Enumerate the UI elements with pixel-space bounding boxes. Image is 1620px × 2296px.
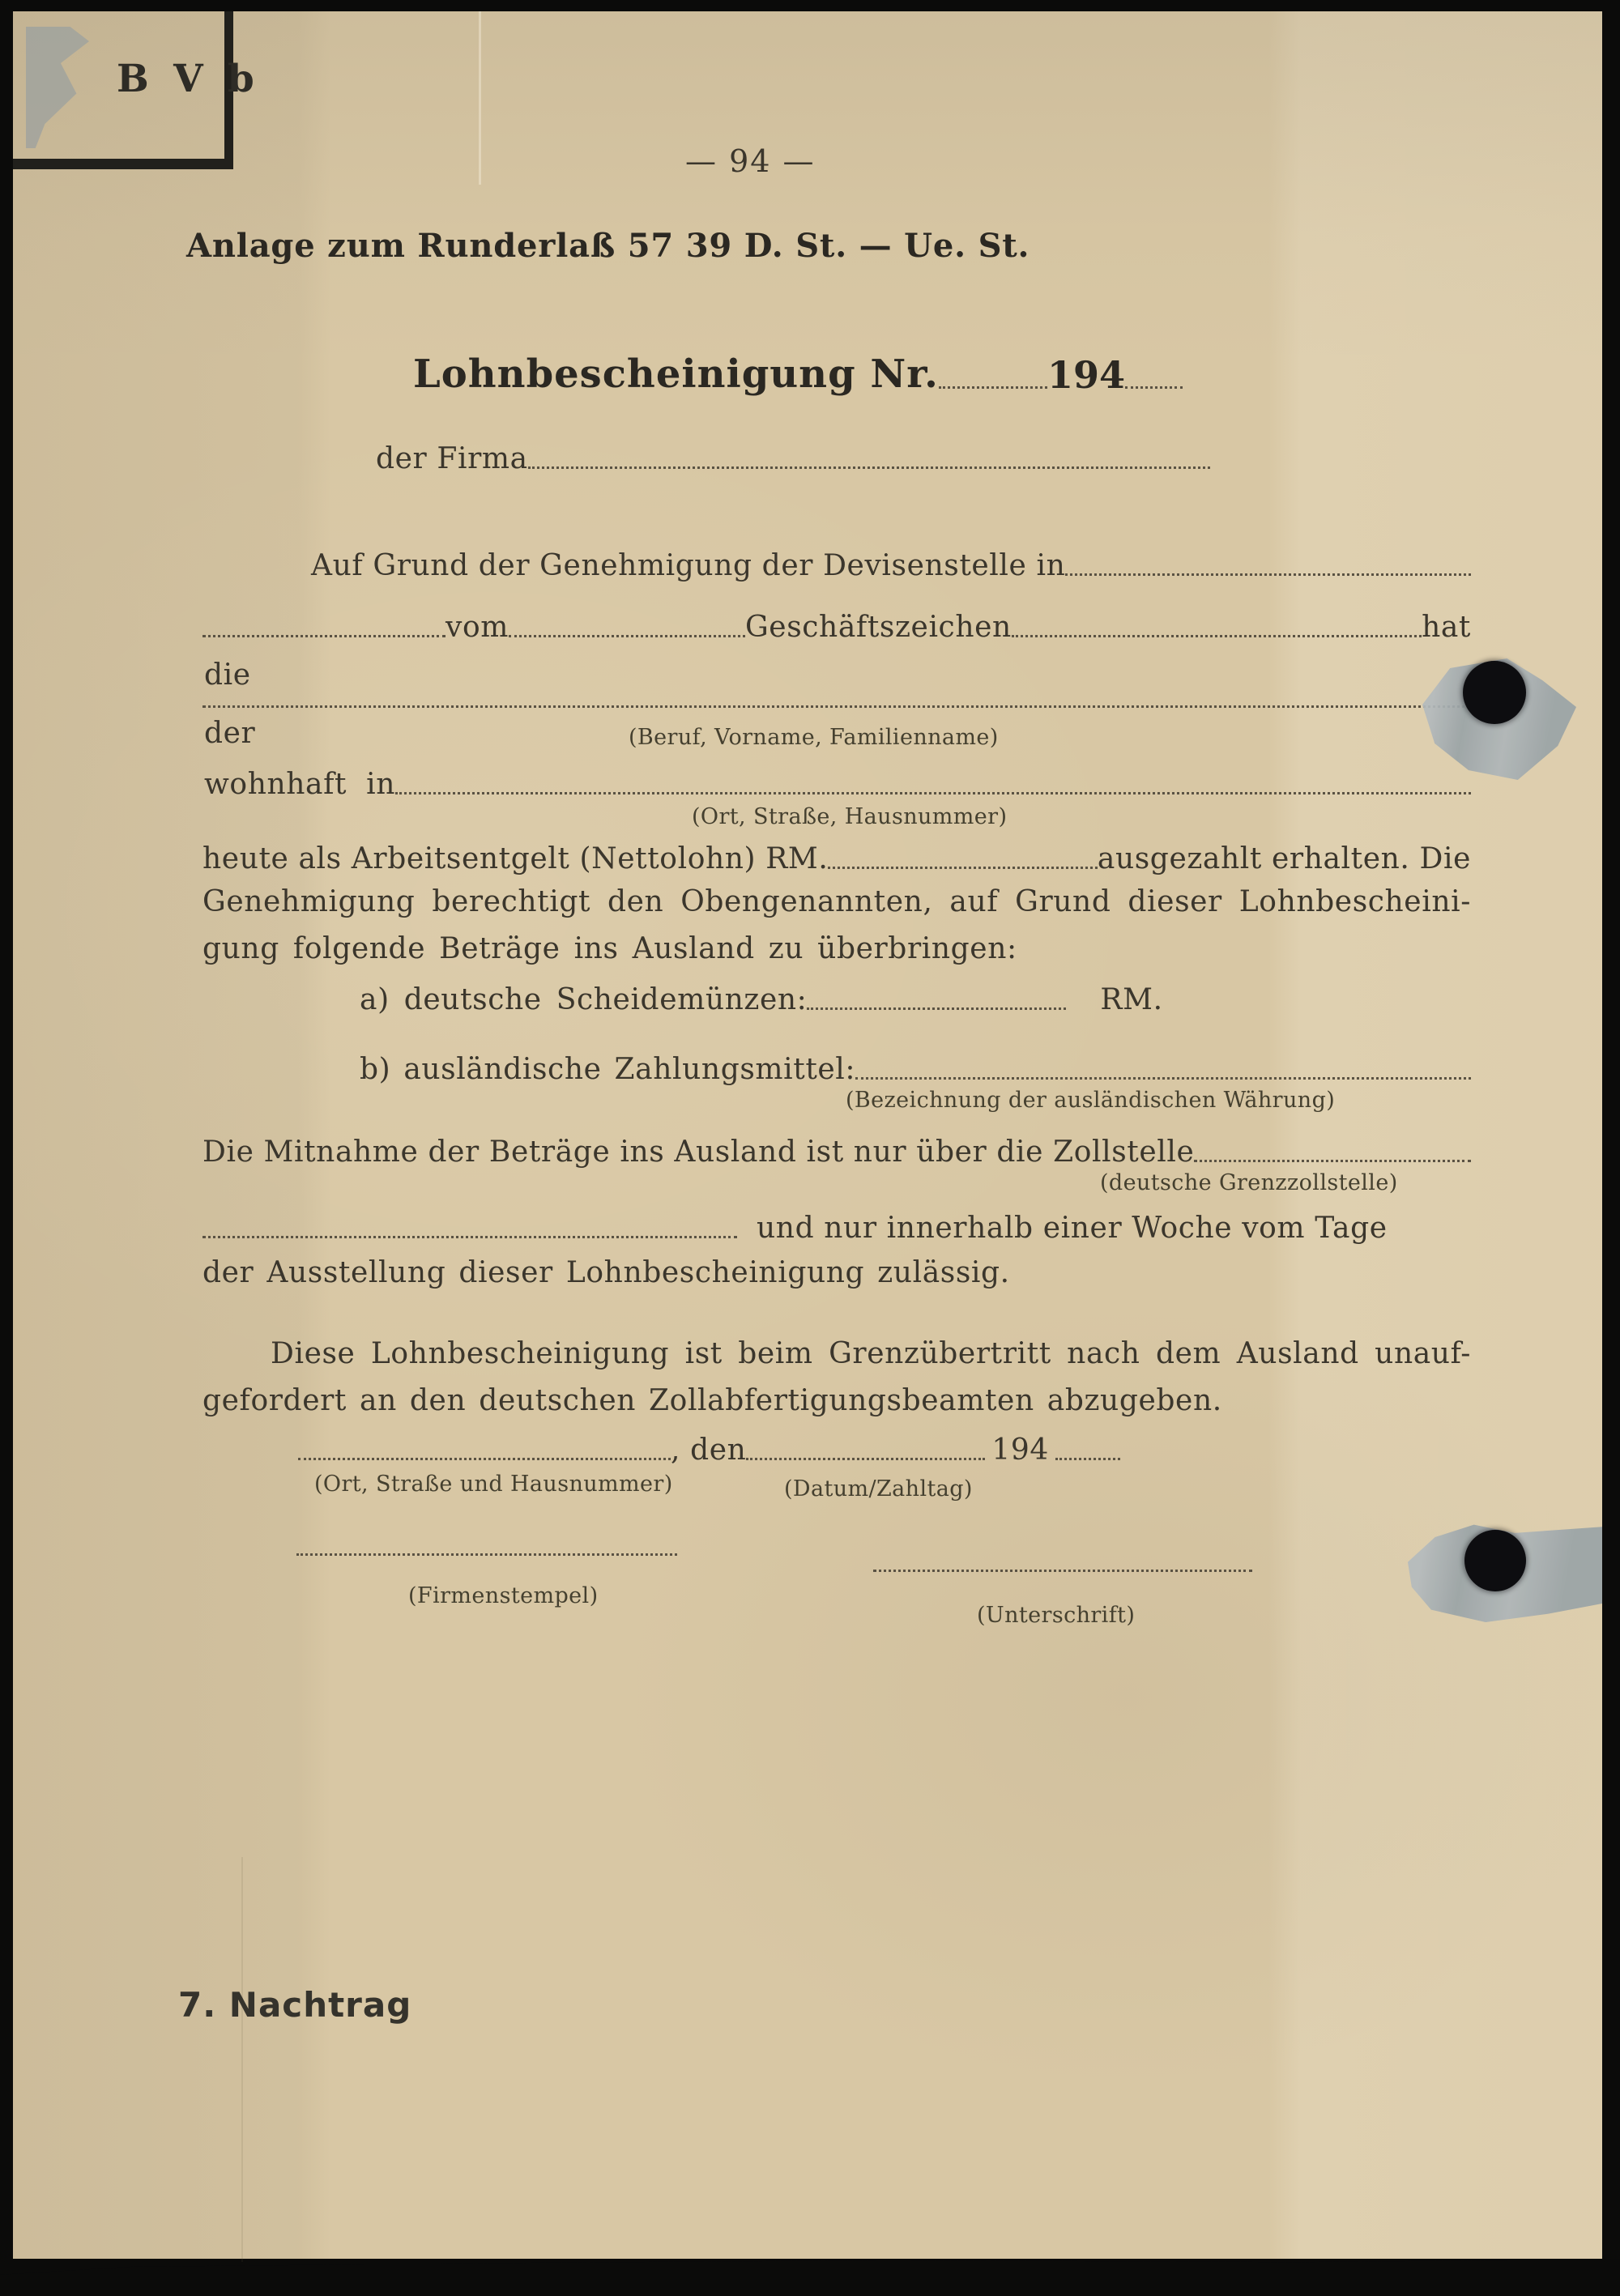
date-field-1[interactable] (202, 635, 446, 637)
title-year: 194 (1047, 353, 1125, 398)
item-b-field[interactable] (855, 1077, 1471, 1080)
wage-amount-field[interactable] (828, 867, 1097, 869)
paper-sheet (13, 11, 1602, 2259)
address-field[interactable] (395, 792, 1471, 794)
item-b-label: b) ausländische Zahlungsmittel: (360, 1052, 856, 1086)
stamp-hint: (Firmenstempel) (408, 1583, 599, 1608)
person-hint: (Beruf, Vorname, Familienname) (629, 725, 999, 750)
customs-line: Die Mitnahme der Beträge ins Ausland ist nur über die Zollstelle (202, 1135, 1195, 1169)
punch-hole-bottom (1464, 1530, 1526, 1591)
vom-label: vom (446, 610, 509, 644)
corner-mark: B V b (117, 57, 260, 101)
zollstelle-field-2[interactable] (202, 1236, 737, 1238)
permission-line2: gung folgende Beträge ins Ausland zu überbringen: (202, 932, 1017, 965)
signature-hint: (Unterschrift) (977, 1603, 1136, 1628)
surrender-line2: gefordert an den deutschen Zollabfertigungsbeamten abzugeben. (202, 1384, 1222, 1417)
item-a-label: a) deutsche Scheidemünzen: (360, 982, 808, 1016)
scan-edge-top (0, 0, 1620, 11)
person-name-field[interactable] (202, 705, 1471, 708)
signature-field[interactable] (873, 1570, 1252, 1572)
wage-line-end: ausgezahlt erhalten. Die (1097, 841, 1471, 875)
surrender-line1: Diese Lohnbescheinigung ist beim Grenzübertritt nach dem Ausland unauf- (271, 1337, 1471, 1370)
annex-line: Anlage zum Runderlaß 57 39 D. St. — Ue. St. (186, 227, 1030, 265)
date-hint: (Datum/Zahltag) (784, 1476, 973, 1502)
week-line: und nur innerhalb einer Woche vom Tage (757, 1211, 1388, 1245)
stamp-field[interactable] (296, 1553, 677, 1556)
permission-line: Genehmigung berechtigt den Obengenannten, auf Grund dieser Lohnbescheini- (202, 885, 1471, 918)
form-title: Lohnbescheinigung Nr. (413, 351, 939, 397)
hat-label: hat (1422, 610, 1471, 644)
firma-field[interactable] (528, 466, 1210, 469)
issue-line: der Ausstellung dieser Lohnbescheinigung zulässig. (202, 1256, 1010, 1289)
item-b-hint: (Bezeichnung der ausländischen Währung) (846, 1088, 1336, 1113)
wohnhaft-label: wohnhaft in (204, 767, 396, 801)
date-year-field[interactable] (1055, 1458, 1120, 1460)
title-year-field[interactable] (1125, 386, 1183, 389)
den-label: , den (671, 1433, 747, 1467)
zollstelle-field[interactable] (1194, 1160, 1471, 1162)
date-field[interactable] (746, 1458, 985, 1460)
wage-line-start: heute als Arbeitsentgelt (Nettolohn) RM. (202, 841, 829, 875)
geschaeftszeichen-label: Geschäftszeichen (744, 610, 1012, 644)
customs-hint: (deutsche Grenzzollstelle) (1100, 1170, 1398, 1195)
firma-label: der Firma (376, 441, 528, 475)
der-label: der (204, 717, 256, 750)
place-field[interactable] (298, 1458, 671, 1460)
supplement-label: 7. Nachtrag (178, 1985, 412, 2025)
approval-line: Auf Grund der Genehmigung der Devisenstelle in (311, 548, 1066, 582)
address-hint: (Ort, Straße, Hausnummer) (692, 804, 1008, 829)
fold-crease (241, 1857, 243, 2262)
devisenstelle-field[interactable] (1065, 573, 1471, 576)
vom-date-field[interactable] (509, 635, 745, 637)
item-a-unit: RM. (1100, 982, 1163, 1016)
item-a-field[interactable] (807, 1007, 1066, 1010)
date-year: 194 (991, 1433, 1049, 1467)
geschaeftszeichen-field[interactable] (1012, 635, 1422, 637)
page-number: — 94 — (685, 143, 816, 179)
die-label: die (204, 658, 251, 692)
punch-hole-top (1463, 661, 1526, 724)
place-hint: (Ort, Straße und Hausnummer) (314, 1472, 673, 1497)
title-number-field[interactable] (939, 386, 1047, 389)
fold-seam (479, 11, 481, 185)
